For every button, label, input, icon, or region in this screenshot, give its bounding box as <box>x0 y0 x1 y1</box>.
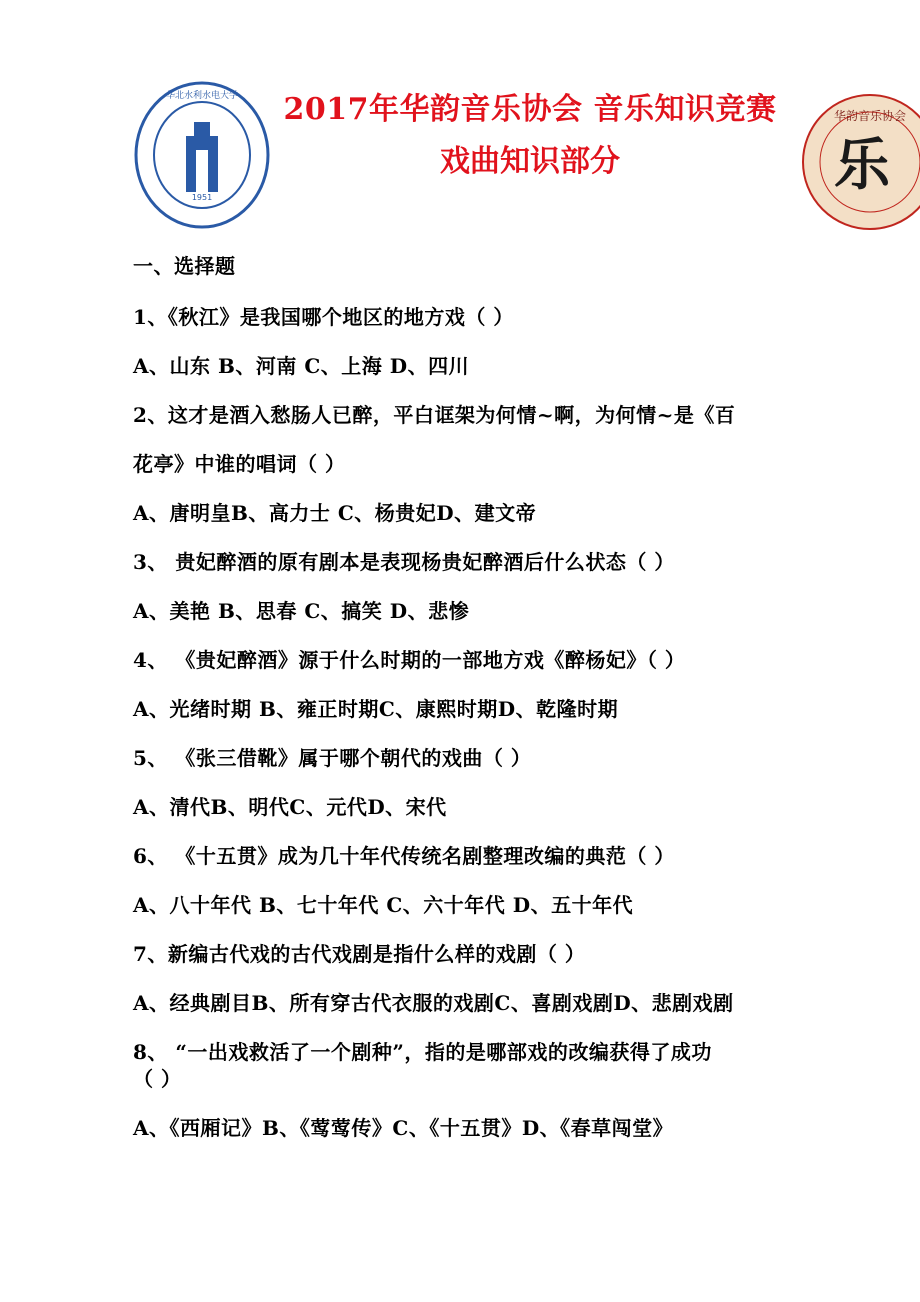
question-text: 2、这才是酒入愁肠人已醉，平白诓架为何情~啊，为何情~是《百 <box>133 403 736 427</box>
question-text: 4、 《贵妃醉酒》源于什么时期的一部地方戏《醉杨妃》（ ） <box>133 648 686 672</box>
page-subtitle: 戏曲知识部分 <box>440 144 620 179</box>
section-heading: 一、选择题 <box>133 254 236 278</box>
music-association-seal-icon <box>800 92 920 232</box>
svg-text:1951: 1951 <box>191 193 213 202</box>
question-options: A、八十年代 B、七十年代 C、六十年代 D、五十年代 <box>133 893 634 917</box>
question-text: 5、 《张三借靴》属于哪个朝代的戏曲（ ） <box>133 746 532 770</box>
question-text: 1、《秋江》是我国哪个地区的地方戏（ ） <box>133 305 514 329</box>
question-options: A、唐明皇B、高力士 C、杨贵妃D、建文帝 <box>133 501 537 525</box>
question-options: A、《西厢记》B、《莺莺传》C、《十五贯》D、《春草闯堂》 <box>133 1116 674 1140</box>
question-options: A、经典剧目B、所有穿古代衣服的戏剧C、喜剧戏剧D、悲剧戏剧 <box>133 991 734 1015</box>
question-text-continued: 花亭》中谁的唱词（ ） <box>133 452 346 476</box>
question-text: 7、新编古代戏的古代戏剧是指什么样的戏剧（ ） <box>133 942 586 966</box>
svg-text:乐: 乐 <box>834 133 890 198</box>
svg-text:华北水利水电大学: 华北水利水电大学 <box>165 91 239 101</box>
question-text-continued: （ ） <box>133 1067 182 1091</box>
question-text: 8、 “一出戏救活了一个剧种”，指的是哪部戏的改编获得了成功 <box>133 1040 712 1064</box>
question-options: A、山东 B、河南 C、上海 D、四川 <box>133 354 470 378</box>
question-text: 6、 《十五贯》成为几十年代传统名剧整理改编的典范（ ） <box>133 844 675 868</box>
svg-text:华韵音乐协会: 华韵音乐协会 <box>833 109 907 123</box>
question-options: A、光绪时期 B、雍正时期C、康熙时期D、乾隆时期 <box>133 697 619 721</box>
question-text: 3、 贵妃醉酒的原有剧本是表现杨贵妃醉酒后什么状态（ ） <box>133 550 675 574</box>
question-options: A、清代B、明代C、元代D、宋代 <box>133 795 447 819</box>
question-options: A、美艳 B、思春 C、搞笑 D、悲惨 <box>133 599 470 623</box>
page-title: 2017年华韵音乐协会 音乐知识竞赛 <box>283 92 777 127</box>
